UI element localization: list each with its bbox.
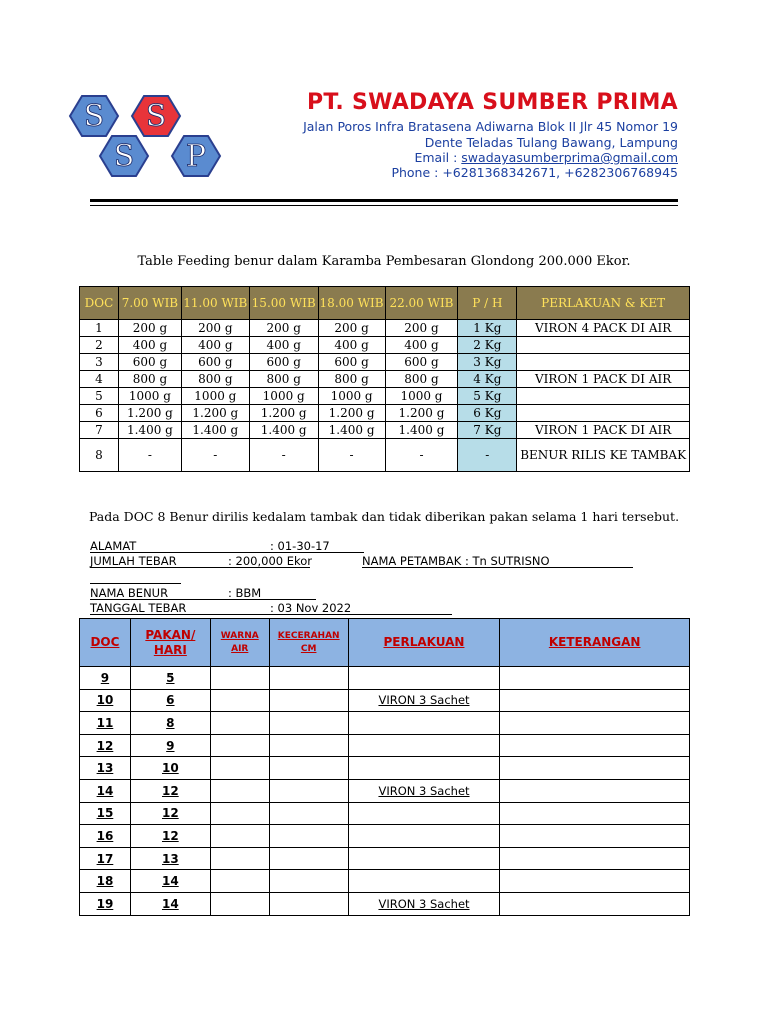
header-rule-thick	[90, 199, 678, 202]
log-doc-cell: 18	[80, 870, 131, 893]
log-doc-cell: 11	[80, 712, 131, 735]
log-keterangan-cell	[500, 667, 690, 690]
log-pakan-cell: 14	[130, 870, 210, 893]
log-perlakuan-cell	[348, 847, 500, 870]
log-perlakuan-cell	[348, 870, 500, 893]
feeding-row	[80, 354, 690, 371]
time4-cell: 1.400 g	[318, 422, 385, 439]
perlakuan-cell: VIRON 1 PACK DI AIR	[517, 371, 690, 388]
log-header-kecerahan: KECERAHAN CM	[269, 619, 348, 667]
log-warna-cell	[210, 712, 269, 735]
time4-cell: 1000 g	[318, 388, 385, 405]
log-pakan-cell: 9	[130, 734, 210, 757]
log-perlakuan-cell	[348, 825, 500, 848]
log-doc-cell: 12	[80, 734, 131, 757]
log-warna-cell	[210, 689, 269, 712]
time5-cell: 600 g	[385, 354, 458, 371]
header-time-2: 11.00 WIB	[181, 287, 249, 320]
log-perlakuan-cell	[348, 667, 500, 690]
time4-cell: 1.200 g	[318, 405, 385, 422]
log-keterangan-cell	[500, 757, 690, 780]
log-row	[80, 757, 690, 780]
time3-cell: 1000 g	[249, 388, 318, 405]
log-keterangan-cell	[500, 870, 690, 893]
header-time-3: 15.00 WIB	[249, 287, 318, 320]
doc-cell: 5	[80, 388, 119, 405]
log-row	[80, 779, 690, 802]
time2-cell: 400 g	[181, 337, 249, 354]
time5-cell: -	[385, 439, 458, 472]
feeding-table	[79, 286, 690, 472]
email-link[interactable]: swadayasumberprima@gmail.com	[461, 150, 678, 165]
time4-cell: 600 g	[318, 354, 385, 371]
time3-cell: 800 g	[249, 371, 318, 388]
perlakuan-cell: VIRON 1 PACK DI AIR	[517, 422, 690, 439]
log-keterangan-cell	[500, 825, 690, 848]
logo-letter-2: S	[113, 139, 135, 174]
perlakuan-cell: VIRON 4 PACK DI AIR	[517, 320, 690, 337]
perlakuan-cell	[517, 354, 690, 371]
log-pakan-cell: 14	[130, 892, 210, 915]
log-doc-cell: 13	[80, 757, 131, 780]
log-row	[80, 667, 690, 690]
alamat-value: : 01-30-17	[270, 539, 330, 553]
perlakuan-cell	[517, 337, 690, 354]
ph-cell: 7 Kg	[458, 422, 517, 439]
header-ph: P / H	[458, 287, 517, 320]
tanggal-label: TANGGAL TEBAR	[90, 601, 187, 615]
log-row	[80, 870, 690, 893]
time1-cell: 600 g	[118, 354, 181, 371]
log-header-pakan: PAKAN/ HARI	[130, 619, 210, 667]
time5-cell: 200 g	[385, 320, 458, 337]
email-label: Email :	[414, 150, 462, 165]
log-pakan-cell: 12	[130, 825, 210, 848]
perlakuan-cell	[517, 388, 690, 405]
benur-underline	[90, 599, 316, 600]
log-warna-cell	[210, 825, 269, 848]
log-pakan-cell: 12	[130, 802, 210, 825]
log-warna-cell	[210, 802, 269, 825]
alamat-label: ALAMAT	[90, 539, 137, 553]
feeding-row	[80, 388, 690, 405]
company-logo	[60, 88, 240, 188]
feeding-header-row	[80, 287, 690, 320]
petambak-label: NAMA PETAMBAK : Tn SUTRISNO	[362, 554, 550, 568]
header-perlakuan: PERLAKUAN & KET	[517, 287, 690, 320]
header-time-1: 7.00 WIB	[118, 287, 181, 320]
alamat-underline	[90, 552, 364, 553]
doc8-note: Pada DOC 8 Benur dirilis kedalam tambak dan tidak diberikan pakan selama 1 hari tersebut.	[88, 509, 680, 524]
log-header-doc: DOC	[80, 619, 131, 667]
time5-cell: 1000 g	[385, 388, 458, 405]
log-perlakuan-cell: VIRON 3 Sachet	[348, 892, 500, 915]
log-perlakuan-cell: VIRON 3 Sachet	[348, 689, 500, 712]
doc-cell: 1	[80, 320, 119, 337]
email-line	[414, 150, 678, 165]
log-warna-cell	[210, 870, 269, 893]
log-kecerahan-cell	[269, 802, 348, 825]
log-doc-cell: 19	[80, 892, 131, 915]
log-doc-cell: 15	[80, 802, 131, 825]
time3-cell: 200 g	[249, 320, 318, 337]
log-warna-cell	[210, 734, 269, 757]
time2-cell: 1000 g	[181, 388, 249, 405]
header-time-5: 22.00 WIB	[385, 287, 458, 320]
header-time-4: 18.00 WIB	[318, 287, 385, 320]
log-keterangan-cell	[500, 847, 690, 870]
ph-cell: 1 Kg	[458, 320, 517, 337]
log-keterangan-cell	[500, 689, 690, 712]
jumlah-value: : 200,000 Ekor	[228, 554, 313, 568]
log-kecerahan-cell	[269, 689, 348, 712]
time1-cell: 200 g	[118, 320, 181, 337]
time2-cell: -	[181, 439, 249, 472]
log-pakan-cell: 5	[130, 667, 210, 690]
log-row	[80, 892, 690, 915]
time1-cell: 800 g	[118, 371, 181, 388]
time1-cell: 1000 g	[118, 388, 181, 405]
jumlah-underline	[90, 567, 310, 568]
time1-cell: 400 g	[118, 337, 181, 354]
daily-log-table	[79, 618, 690, 916]
log-perlakuan-cell: VIRON 3 Sachet	[348, 779, 500, 802]
time3-cell: -	[249, 439, 318, 472]
perlakuan-cell	[517, 405, 690, 422]
log-kecerahan-cell	[269, 734, 348, 757]
ph-cell: 2 Kg	[458, 337, 517, 354]
log-doc-cell: 17	[80, 847, 131, 870]
time3-cell: 1.400 g	[249, 422, 318, 439]
log-kecerahan-cell	[269, 870, 348, 893]
time1-cell: -	[118, 439, 181, 472]
logo-letter-1: S	[83, 99, 105, 134]
log-keterangan-cell	[500, 802, 690, 825]
log-kecerahan-cell	[269, 892, 348, 915]
time5-cell: 1.200 g	[385, 405, 458, 422]
doc-cell: 2	[80, 337, 119, 354]
log-kecerahan-cell	[269, 825, 348, 848]
logo-letter-3: S	[145, 99, 167, 134]
header-doc: DOC	[80, 287, 119, 320]
time5-cell: 400 g	[385, 337, 458, 354]
log-keterangan-cell	[500, 892, 690, 915]
log-kecerahan-cell	[269, 779, 348, 802]
log-kecerahan-cell	[269, 712, 348, 735]
feeding-row	[80, 439, 690, 472]
doc-cell: 6	[80, 405, 119, 422]
log-perlakuan-cell	[348, 802, 500, 825]
feeding-row	[80, 422, 690, 439]
log-perlakuan-cell	[348, 734, 500, 757]
time2-cell: 200 g	[181, 320, 249, 337]
time1-cell: 1.200 g	[118, 405, 181, 422]
ph-cell: 4 Kg	[458, 371, 517, 388]
logo-letter-4: P	[185, 139, 207, 174]
time4-cell: 800 g	[318, 371, 385, 388]
company-name: PT. SWADAYA SUMBER PRIMA	[306, 90, 678, 115]
log-warna-cell	[210, 847, 269, 870]
log-row	[80, 734, 690, 757]
time3-cell: 400 g	[249, 337, 318, 354]
log-doc-cell: 16	[80, 825, 131, 848]
time4-cell: 200 g	[318, 320, 385, 337]
time5-cell: 1.400 g	[385, 422, 458, 439]
log-pakan-cell: 13	[130, 847, 210, 870]
log-doc-cell: 10	[80, 689, 131, 712]
address-line-2: Dente Teladas Tulang Bawang, Lampung	[424, 135, 678, 150]
doc-cell: 7	[80, 422, 119, 439]
log-pakan-cell: 12	[130, 779, 210, 802]
header-rule-thin	[90, 205, 678, 206]
blank-underline	[90, 583, 181, 584]
feeding-row	[80, 371, 690, 388]
benur-label: NAMA BENUR	[90, 586, 169, 600]
phone-line: Phone : +6281368342671, +6282306768945	[391, 165, 678, 180]
log-header-perlakuan: PERLAKUAN	[348, 619, 500, 667]
log-keterangan-cell	[500, 712, 690, 735]
time2-cell: 800 g	[181, 371, 249, 388]
log-row	[80, 802, 690, 825]
log-row	[80, 847, 690, 870]
ph-cell: 3 Kg	[458, 354, 517, 371]
doc-cell: 3	[80, 354, 119, 371]
tanggal-underline	[90, 614, 452, 615]
log-pakan-cell: 10	[130, 757, 210, 780]
log-kecerahan-cell	[269, 667, 348, 690]
log-pakan-cell: 6	[130, 689, 210, 712]
tanggal-value: : 03 Nov 2022	[270, 601, 352, 615]
time4-cell: 400 g	[318, 337, 385, 354]
log-header-keterangan: KETERANGAN	[500, 619, 690, 667]
time2-cell: 1.200 g	[181, 405, 249, 422]
log-row	[80, 689, 690, 712]
log-header-warna: WARNA AIR	[210, 619, 269, 667]
perlakuan-cell: BENUR RILIS KE TAMBAK	[517, 439, 690, 472]
log-keterangan-cell	[500, 779, 690, 802]
log-perlakuan-cell	[348, 757, 500, 780]
feeding-table-title: Table Feeding benur dalam Karamba Pembesaran Glondong 200.000 Ekor.	[137, 254, 631, 269]
doc-cell: 8	[80, 439, 119, 472]
feeding-row	[80, 337, 690, 354]
time2-cell: 1.400 g	[181, 422, 249, 439]
log-doc-cell: 14	[80, 779, 131, 802]
ph-cell: -	[458, 439, 517, 472]
log-doc-cell: 9	[80, 667, 131, 690]
jumlah-label: JUMLAH TEBAR	[90, 554, 177, 568]
log-row	[80, 712, 690, 735]
feeding-row	[80, 320, 690, 337]
time5-cell: 800 g	[385, 371, 458, 388]
log-kecerahan-cell	[269, 847, 348, 870]
log-warna-cell	[210, 779, 269, 802]
log-header-row	[80, 619, 690, 667]
time1-cell: 1.400 g	[118, 422, 181, 439]
log-warna-cell	[210, 667, 269, 690]
feeding-row	[80, 405, 690, 422]
log-warna-cell	[210, 892, 269, 915]
doc-cell: 4	[80, 371, 119, 388]
log-perlakuan-cell	[348, 712, 500, 735]
ph-cell: 6 Kg	[458, 405, 517, 422]
log-row	[80, 825, 690, 848]
time3-cell: 600 g	[249, 354, 318, 371]
log-pakan-cell: 8	[130, 712, 210, 735]
ph-cell: 5 Kg	[458, 388, 517, 405]
time3-cell: 1.200 g	[249, 405, 318, 422]
address-line-1: Jalan Poros Infra Bratasena Adiwarna Blok II Jlr 45 Nomor 19	[303, 119, 678, 134]
log-keterangan-cell	[500, 734, 690, 757]
log-kecerahan-cell	[269, 757, 348, 780]
time2-cell: 600 g	[181, 354, 249, 371]
log-warna-cell	[210, 757, 269, 780]
benur-value: : BBM	[228, 586, 262, 600]
petambak-underline	[362, 567, 633, 568]
time4-cell: -	[318, 439, 385, 472]
